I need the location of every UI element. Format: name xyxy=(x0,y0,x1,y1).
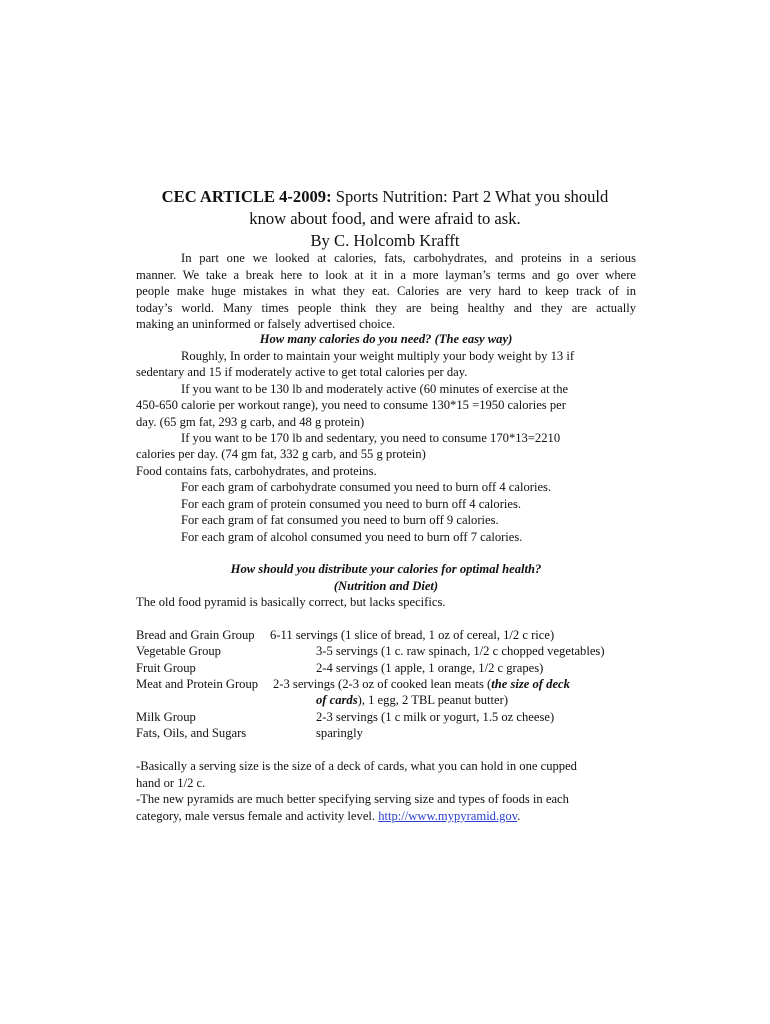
calories-p4: Food contains fats, carbohydrates, and proteins. xyxy=(136,464,377,478)
intro-paragraph xyxy=(136,250,636,333)
group-meat-servings-line2 xyxy=(316,692,508,709)
pyramid-intro: The old food pyramid is basically correct, but lacks specifics. xyxy=(136,595,446,609)
calories-p1-line2: sedentary and 15 if moderately active to get total calories per day. xyxy=(136,365,468,379)
group-milk-servings: 2-3 servings (1 c milk or yogurt, 1.5 oz cheese) xyxy=(316,710,555,724)
heading-calories: How many calories do you need? (The easy way) xyxy=(259,332,513,346)
group-fruit-servings: 2-4 servings (1 apple, 1 orange, 1/2 c grapes) xyxy=(316,661,544,675)
intro-line: In part one we looked at calories, fats, carbohydrates, and proteins in a serious xyxy=(181,251,636,265)
group-fruit-name: Fruit Group xyxy=(136,661,196,675)
note-text: category, male versus female and activity level. xyxy=(136,809,379,823)
group-vegetable-servings: 3-5 servings (1 c. raw spinach, 1/2 c chopped vegetables) xyxy=(316,644,605,658)
note-new-pyramids-line1: -The new pyramids are much better specifying serving size and types of foods in each xyxy=(136,792,569,806)
burn-carbohydrate: For each gram of carbohydrate consumed you need to burn off 4 calories. xyxy=(181,480,552,494)
note-period: . xyxy=(517,809,521,823)
meat-emphasis-cont: of cards xyxy=(316,693,358,707)
note-serving-size-line1: -Basically a serving size is the size of a deck of cards, what you can hold in one cupped xyxy=(136,759,577,773)
calories-p2-line3: day. (65 gm fat, 293 g carb, and 48 g protein) xyxy=(136,415,365,429)
article-id: CEC ARTICLE 4-2009: xyxy=(161,187,332,206)
group-meat-servings-line1 xyxy=(273,676,570,693)
burn-alcohol: For each gram of alcohol consumed you need to burn off 7 calories. xyxy=(181,530,523,544)
meat-servings-text: 2-3 servings (2-3 oz of cooked lean meats ( xyxy=(273,677,492,691)
title-line-2: know about food, and were afraid to ask. xyxy=(249,209,521,228)
burn-protein: For each gram of protein consumed you need to burn off 4 calories. xyxy=(181,497,522,511)
intro-line: today’s world. Many times people think they are being healthy and they are actually xyxy=(136,300,636,315)
intro-line: manner. We take a break here to look at it in a more layman’s terms and go over where xyxy=(136,267,636,282)
group-meat-name: Meat and Protein Group xyxy=(136,677,259,691)
group-fats-servings: sparingly xyxy=(316,726,363,740)
calories-p1-line1: Roughly, In order to maintain your weight multiply your body weight by 13 if xyxy=(181,349,575,363)
article-title xyxy=(100,186,670,208)
calories-p3-line2: calories per day. (74 gm fat, 332 g carb, and 55 g protein) xyxy=(136,447,426,461)
calories-p2-line2: 450-650 calorie per workout range), you need to consume 130*15 =1950 calories per xyxy=(136,398,566,412)
calories-p3-line1: If you want to be 170 lb and sedentary, you need to consume 170*13=2210 xyxy=(181,431,561,445)
meat-servings-text-cont: ), 1 egg, 2 TBL peanut butter) xyxy=(357,693,509,707)
note-serving-size-line2: hand or 1/2 c. xyxy=(136,776,206,790)
group-milk-name: Milk Group xyxy=(136,710,196,724)
mypyramid-link[interactable]: http://www.mypyramid.gov xyxy=(378,809,518,823)
title-text: Sports Nutrition: Part 2 What you should xyxy=(331,187,609,206)
calories-p2-line1: If you want to be 130 lb and moderately active (60 minutes of exercise at the xyxy=(181,382,569,396)
meat-emphasis: the size of deck xyxy=(491,677,570,691)
note-new-pyramids-line2 xyxy=(136,808,636,825)
byline: By C. Holcomb Krafft xyxy=(310,231,460,250)
group-fats-name: Fats, Oils, and Sugars xyxy=(136,726,247,740)
intro-line: making an uninformed or falsely advertised choice. xyxy=(136,317,396,331)
group-vegetable-name: Vegetable Group xyxy=(136,644,221,658)
group-bread-name: Bread and Grain Group xyxy=(136,628,255,642)
heading-distribution: How should you distribute your calories for optimal health? xyxy=(230,562,542,576)
intro-line: people make huge mistakes in what they eat. Calories are very hard to keep track of in xyxy=(136,284,636,298)
group-bread-servings: 6-11 servings (1 slice of bread, 1 oz of cereal, 1/2 c rice) xyxy=(270,628,555,642)
burn-fat: For each gram of fat consumed you need to burn off 9 calories. xyxy=(181,513,499,527)
heading-nutrition-diet: (Nutrition and Diet) xyxy=(333,579,439,593)
